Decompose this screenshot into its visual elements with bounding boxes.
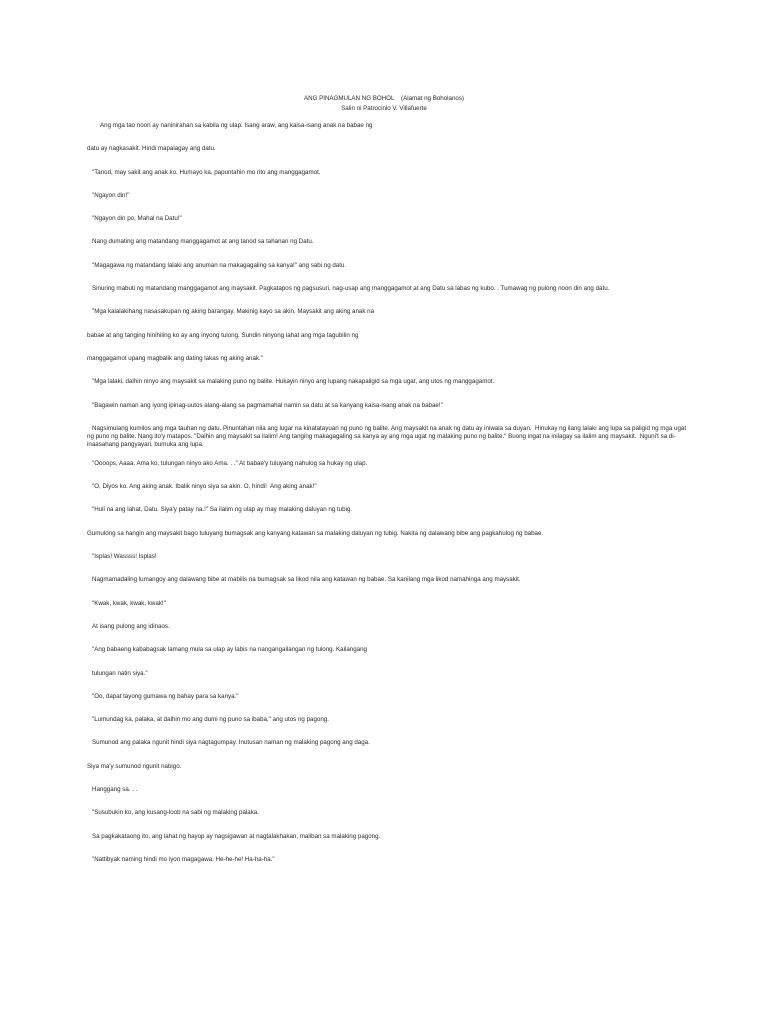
paragraph: Sinuring mabuti ng matandang manggagamot ang maysakit. Pagkatapos ng pagsusuri, nag-usap ang manggagamot at ang Datu sa labas ng kubo. . Tumawag ng pulong noon din ang datu.	[92, 285, 610, 293]
document-body	[87, 122, 687, 879]
paragraph: Sa pagkakataong ito, ang lahat ng hayop ay nagsigawan at nagtalakhakan, maliban sa malaking pagong.	[92, 832, 381, 840]
paragraph: tulungan natin siya."	[92, 669, 148, 677]
paragraph: "Oo, dapat tayong gumawa ng bahay para sa kanya."	[92, 692, 239, 700]
document-header	[0, 94, 768, 113]
paragraph: "Kwak, kwak, kwak, kwak!"	[92, 599, 166, 607]
paragraph: babae at ang tanging hinihiling ko ay ang inyong tulong. Sundin ninyong lahat ang mga tagubilin ng	[87, 331, 359, 339]
paragraph: Hanggang sa. . .	[92, 786, 138, 794]
paragraph: "Tanod, may sakit ang anak ko. Humayo ka, papuntahin mo rito ang manggagamot.	[92, 168, 321, 176]
paragraph: "Lumundag ka, palaka, at dalhin mo ang dumi ng puno sa ibaba," ang utos ng pagong.	[92, 716, 329, 724]
paragraph: "Bagawin naman ang iyong ipinag-uutos alang-alang sa pagmamahal namin sa datu at sa kanyang kaisa-isang anak na babae!"	[92, 401, 443, 409]
paragraph: "Oooops, Aaaa. Ama ko, tulungan ninyo ako Ama. . ." At babae'y tuluyang nahulog sa hukay ng ulap.	[92, 459, 368, 467]
paragraph: Nagmamadaling lumangoy ang dalawang bibe at mabilis na bumagsak sa likod nila ang katawan ng babae. Sa kanilang mga likod namahinga ang maysakit.	[92, 576, 521, 584]
paragraph: "Ang babaeng kababagsak lamang mula sa ulap ay labis na nangangailangan ng tulong. Kailangang	[92, 646, 368, 654]
paragraph: Ang mga tao noon ay naninirahan sa kabila ng ulap. Isang araw, ang kaisa-isang anak na babae ng	[100, 122, 373, 129]
paragraph: "Nattibyak naming hindi mo iyon magagawa. He-he-he! Ha-ha-ha."	[92, 855, 275, 863]
paragraph: Nang dumating ang matandang manggagamot at ang tanod sa tahanan ng Datu.	[92, 238, 314, 246]
paragraph: "Isplas! Wassss! Isplas!	[92, 553, 157, 561]
paragraph: "Ngayon din po, Mahal na Datu!"	[92, 215, 182, 223]
paragraph: Siya ma'y sumunod ngunit nabigo.	[87, 762, 182, 770]
paragraph: "Magagawa ng matandang lalaki ang anuman na makagagaling sa kanya!" ang sabi ng datu.	[92, 261, 347, 269]
document-author: Salin ni Patrocinio V. Villafuerte	[341, 104, 427, 112]
paragraph: manggagamot upang magbalik ang dating lakas ng aking anak."	[87, 354, 263, 362]
document-title: ANG PINAGMULAN NG BOHOL (Alamat ng Boholanos)	[303, 95, 464, 102]
paragraph: "Mga kalalakihang nasasakupan ng aking barangay. Makinig kayo sa akin. Maysakit ang aking anak na	[92, 308, 375, 316]
paragraph: At isang pulong ang idinaos.	[92, 622, 170, 630]
paragraph: "Ngayon din!"	[92, 191, 130, 199]
paragraph: "Susubukin ko, ang kusang-loob na sabi ng malaking palaka.	[92, 809, 259, 817]
paragraph: "Mga lalaki, dalhin ninyo ang maysakit sa malaking puno ng balite. Hukayin ninyo ang lupang nakapaligid sa mga ugat, ang utos ng manggagamot.	[92, 378, 495, 386]
paragraph: "O, Diyos ko. Ang aking anak. Ibalik ninyo siya sa akin. O, hindi! Ang aking anak!"	[92, 483, 317, 491]
paragraph: Gumulong sa hangin ang maysakit bago tuluyang bumagsak ang kanyang katawan sa malaking daluyan ng tubig. Nakita ng dalawang bibe ang pagkahulog ng babae.	[87, 529, 544, 537]
paragraph: Nagsimulang kumilos ang mga tauhan ng datu. Pinuntahan nila ang lugar na kinatatayuan ng puno ng balite. Ang maysakit na anak ng datu ay iniwala sa duyan. Hinukay ng ilang lalaki ang lupa sa paligid ng mga ugat ng puno ng balite. Nang ito'y matapos. "Dalhin ang maysakit sa ilalim! Ang tanging makagagaling sa kanya ay ang mga ugat ng malaking puno ng balite." Buong ingat na inilagay sa ilalim ang maysakit. Nguni't sa di-inaasahang pangyayari, bumuka ang lupa.	[87, 424, 688, 448]
paragraph: "Huli na ang lahat, Datu. Siya'y patay na.!" Sa ilalim ng ulap ay may malaking daluyan ng tubig.	[92, 506, 353, 514]
paragraph: datu ay nagkasakit. Hindi mapalagay ang datu.	[87, 145, 216, 153]
paragraph: Sumunod ang palaka ngunit hindi siya nagtagumpay. Inutusan naman ng malaking pagong ang daga.	[92, 739, 370, 747]
